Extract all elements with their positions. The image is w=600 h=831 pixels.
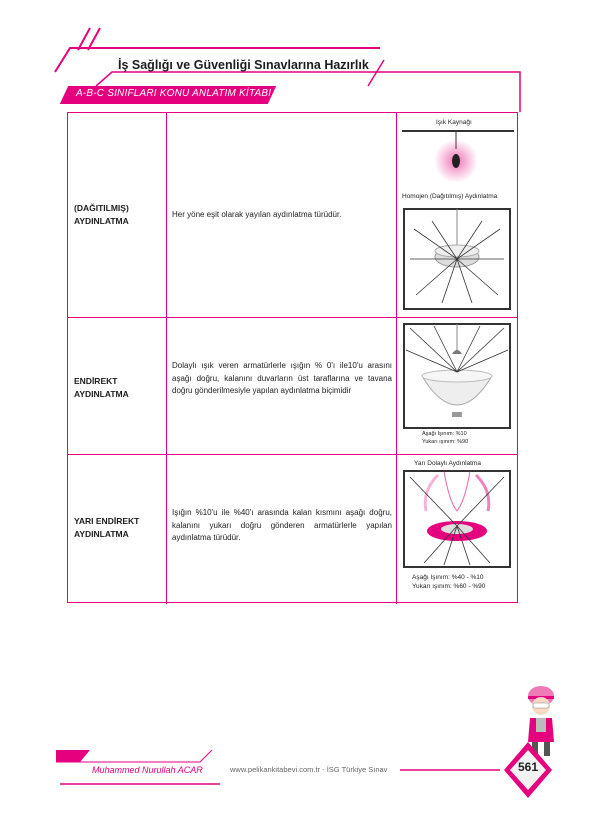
figure-cell	[396, 318, 517, 454]
description-text: Dolaylı ışık veren armatürlerle ışığın % 0'ı ile10'u arasını aşağı doğru, kalanını duvarların üst taraflarına ve tavana doğru gönderilmesiyle yapılan aydınlatma biçimidir	[172, 361, 392, 395]
table-row	[68, 318, 517, 455]
banner-text: A-B-C SINIFLARI KONU ANLATIM KİTABI	[76, 88, 272, 99]
table-row	[68, 455, 517, 604]
publisher-url[interactable]: www.pelikankitabevi.com.tr - İSG Türkiye Sınav	[230, 765, 388, 774]
indirect-lighting-illustration	[404, 324, 510, 428]
page-number: 561	[517, 760, 539, 774]
table-row	[68, 113, 517, 318]
caption-homogeneous: Homojen (Dağıtılmış) Aydınlatma	[402, 193, 498, 200]
figure-cell	[396, 113, 517, 317]
term-label: YARI ENDİREKT AYDINLATMA	[74, 516, 140, 539]
caption-down-ratio: Aşağı Işınım: %10	[422, 431, 467, 437]
term-cell	[68, 113, 167, 317]
caption-down-ratio: Aşağı Işınım: %40 - %10	[412, 574, 484, 581]
term-label: ENDİREKT AYDINLATMA	[74, 376, 129, 399]
caption-up-ratio: Yukarı ışınım: %60 - %90	[412, 583, 486, 590]
caption-semi-indirect: Yarı Dolaylı Aydınlatma	[414, 460, 481, 467]
footer-decoration	[0, 740, 600, 810]
caption-light-source: Işık Kaynağı	[436, 119, 472, 126]
description-cell	[166, 455, 397, 604]
term-cell	[68, 455, 167, 604]
description-text: Her yöne eşit olarak yayılan aydınlatma türüdür.	[172, 210, 342, 219]
term-label: (DAĞITILMIŞ) AYDINLATMA	[74, 203, 129, 226]
caption-up-ratio: Yukarı ışınım: %90	[422, 439, 469, 445]
light-source-illustration	[396, 127, 518, 197]
semi-indirect-lighting-illustration	[404, 471, 510, 567]
homogeneous-lighting-illustration	[404, 209, 510, 309]
page-title: İş Sağlığı ve Güvenliği Sınavlarına Hazırlık	[118, 58, 369, 72]
description-cell	[166, 113, 397, 317]
figure-cell	[396, 455, 517, 604]
author-name: Muhammed Nurullah ACAR	[92, 765, 203, 775]
term-cell	[68, 318, 167, 454]
description-cell	[166, 318, 397, 454]
description-text: Işığın %10'u ile %40'ı arasında kalan kısmını aşağı doğru, kalanını yukarı doğru gönderen armatürlerle yapılan aydınlatma türüdür.	[172, 508, 392, 542]
lighting-table	[67, 112, 518, 603]
